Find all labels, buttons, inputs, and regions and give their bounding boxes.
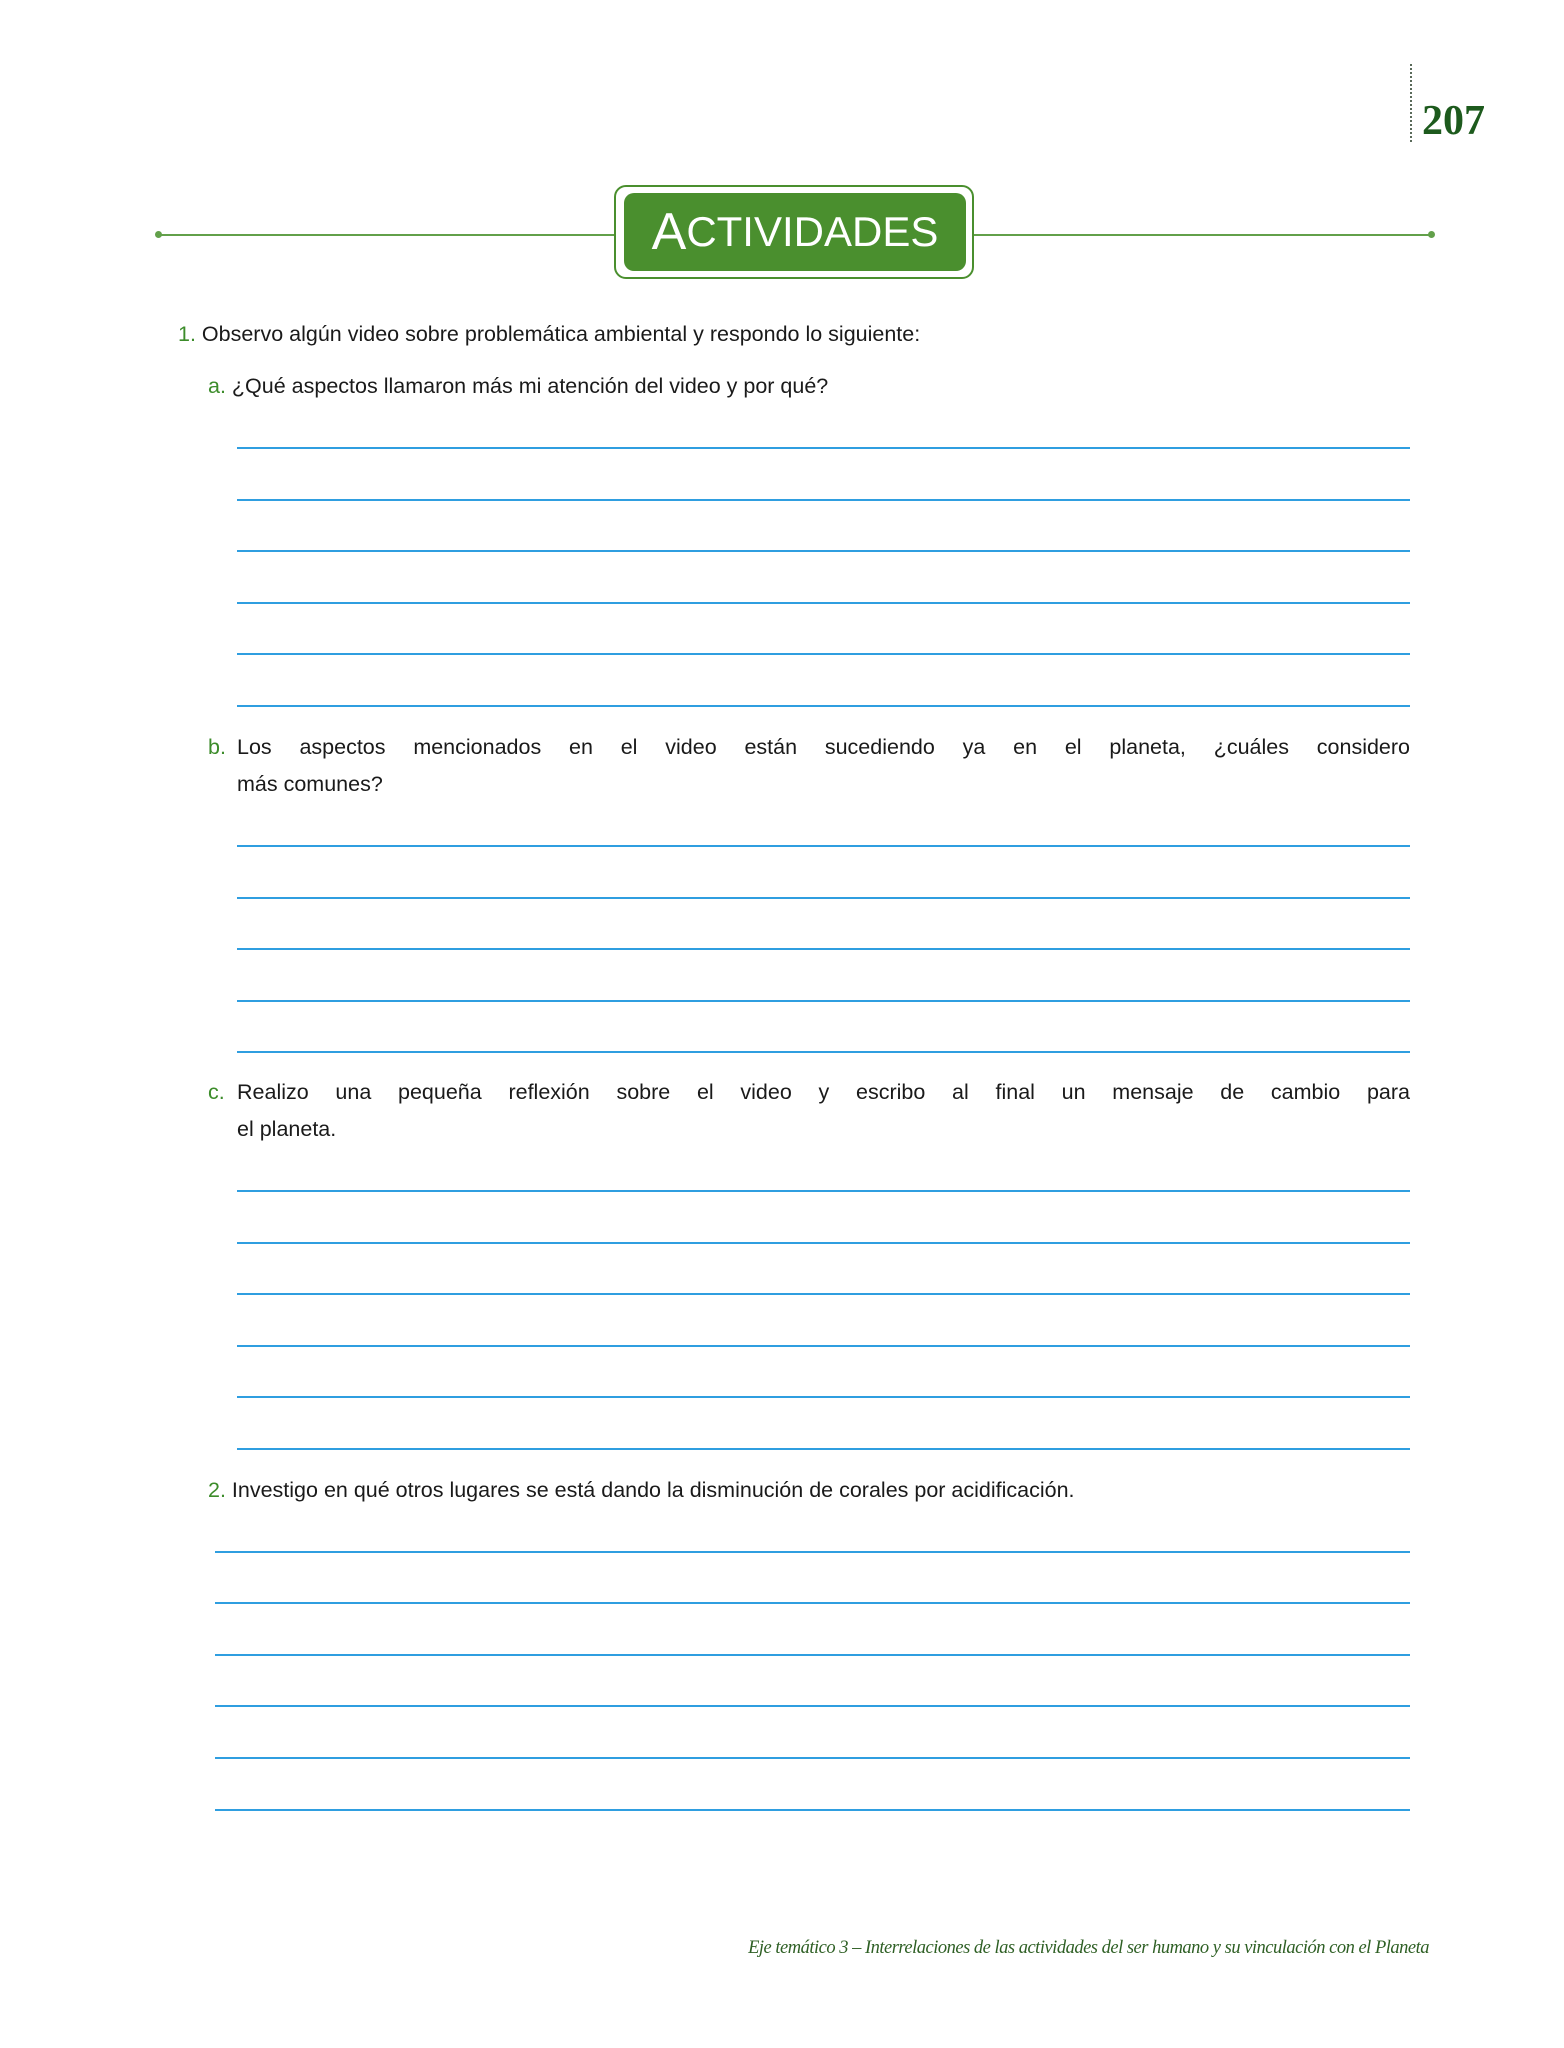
answer-line-1a[interactable] (237, 550, 1410, 552)
question-1b (237, 729, 1410, 803)
question-number: 1. (178, 322, 196, 346)
answer-line-1a[interactable] (237, 447, 1410, 449)
question-letter: c. (208, 1080, 225, 1104)
question-text-line2: el planeta. (237, 1117, 337, 1141)
answer-line-2[interactable] (215, 1705, 1410, 1707)
question-letter: a. (208, 374, 226, 398)
answer-line-2[interactable] (215, 1654, 1410, 1656)
answer-line-1a[interactable] (237, 602, 1410, 604)
banner-title: CTIVIDADES (686, 208, 939, 255)
question-text-line1: Realizo una pequeña reflexión sobre el video y escribo al final un mensaje de cambio para (237, 1080, 1410, 1104)
answer-line-1c[interactable] (237, 1190, 1410, 1192)
footer-caption: Eje temático 3 – Interrelaciones de las actividades del ser humano y su vinculación con el Planeta (748, 1938, 1429, 1958)
answer-line-1c[interactable] (237, 1293, 1410, 1295)
section-banner (624, 193, 966, 271)
answer-line-2[interactable] (215, 1757, 1410, 1759)
header-rule-right (972, 234, 1432, 236)
question-text-line1: Los aspectos mencionados en el video están sucediendo ya en el planeta, ¿cuáles considero (237, 735, 1410, 759)
answer-line-1a[interactable] (237, 653, 1410, 655)
answer-line-1c[interactable] (237, 1396, 1410, 1398)
header-rule-left-dot (155, 231, 162, 238)
question-number: 2. (208, 1478, 226, 1502)
question-2 (208, 1472, 1075, 1509)
question-text: Investigo en qué otros lugares se está dando la disminución de corales por acidificación. (231, 1478, 1075, 1502)
question-1 (178, 316, 920, 353)
answer-line-2[interactable] (215, 1809, 1410, 1811)
answer-line-1c[interactable] (237, 1345, 1410, 1347)
answer-line-1b[interactable] (237, 948, 1410, 950)
banner-initial: A (651, 203, 687, 261)
answer-line-2[interactable] (215, 1551, 1410, 1553)
question-text: ¿Qué aspectos llamaron más mi atención del video y por qué? (231, 374, 829, 398)
answer-line-1c[interactable] (237, 1448, 1410, 1450)
page-number: 207 (1422, 98, 1485, 144)
question-text: Observo algún video sobre problemática ambiental y respondo lo siguiente: (201, 322, 921, 346)
page-number-divider (1410, 64, 1412, 142)
answer-line-1a[interactable] (237, 499, 1410, 501)
answer-line-1b[interactable] (237, 1000, 1410, 1002)
answer-line-1a[interactable] (237, 705, 1410, 707)
answer-line-1b[interactable] (237, 845, 1410, 847)
answer-line-2[interactable] (215, 1602, 1410, 1604)
question-text-line2: más comunes? (237, 772, 383, 796)
answer-line-1c[interactable] (237, 1242, 1410, 1244)
question-1a (208, 368, 828, 405)
question-1c (237, 1074, 1410, 1148)
answer-line-1b[interactable] (237, 1051, 1410, 1053)
question-letter: b. (208, 735, 226, 759)
header-rule-left (158, 234, 616, 236)
header-rule-right-dot (1428, 231, 1435, 238)
answer-line-1b[interactable] (237, 897, 1410, 899)
